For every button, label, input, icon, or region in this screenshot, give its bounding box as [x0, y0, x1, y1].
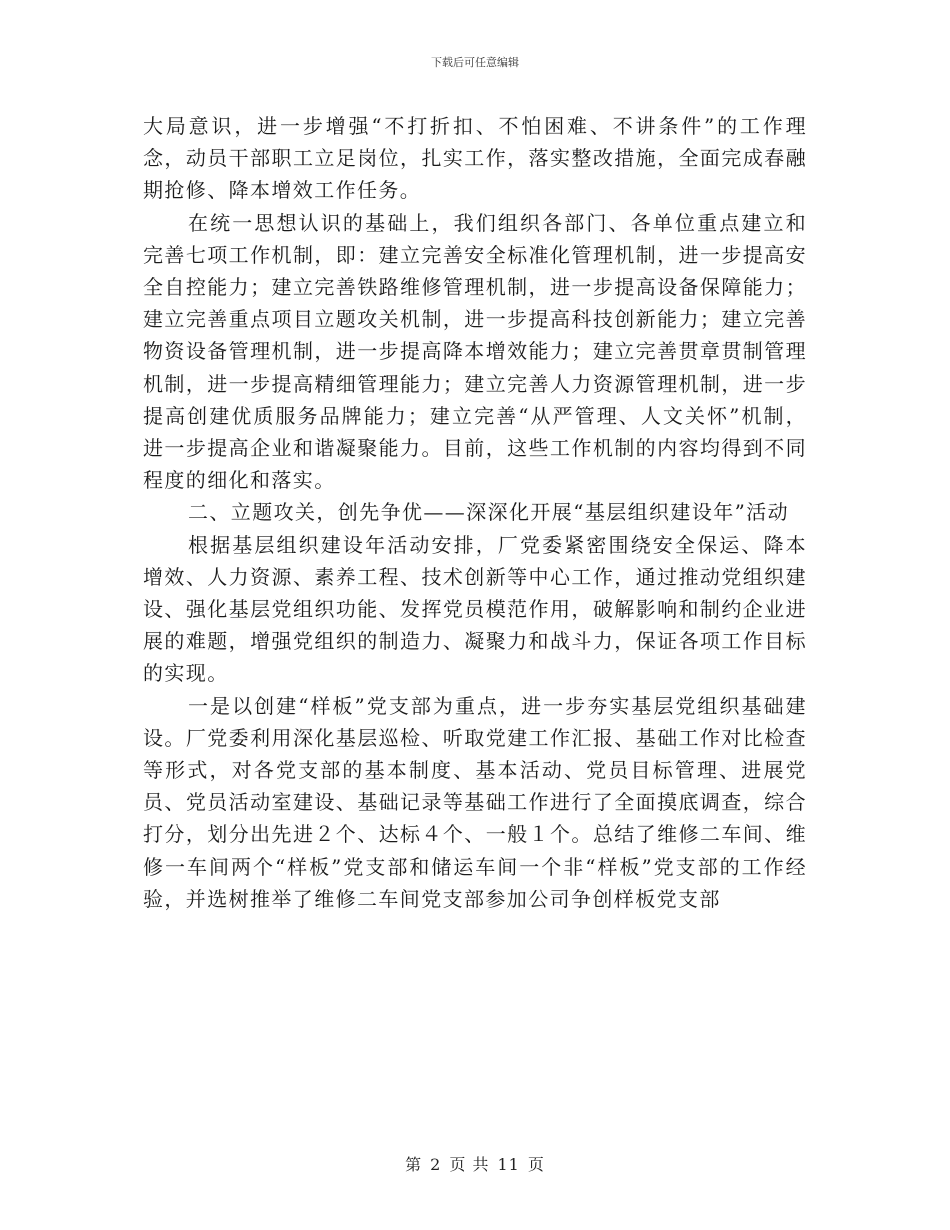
- page-middle: 页 共: [449, 1155, 490, 1174]
- paragraph-2: 在统一思想认识的基础上，我们组织各部门、各单位重点建立和完善七项工作机制，即：建立完善安全标准化管理机制，进一步提高安全自控能力；建立完善铁路维修管理机制，进一步提高设备保障能力；建立完善重点项目立题攻关机制，进一步提高科技创新能力；建立完善物资设备管理机制，进一步提高降本增效能力；建立完善贯章贯制管理机制，进一步提高精细管理能力；建立完善人力资源管理机制，进一步提高创建优质服务品牌能力；建立完善“从严管理、人文关怀”机制，进一步提高企业和谐凝聚能力。目前，这些工作机制的内容均得到不同程度的细化和落实。: [143, 210, 807, 493]
- page-suffix: 页: [527, 1155, 545, 1174]
- paragraph-3: 根据基层组织建设年活动安排，厂党委紧密围绕安全保运、降本增效、人力资源、素养工程、技术创新等中心工作，通过推动党组织建设、强化基层党组织功能、发挥党员模范作用，破解影响和制约企业进展的难题，增强党组织的制造力、凝聚力和战斗力，保证各项工作目标的实现。: [143, 532, 807, 686]
- page-prefix: 第: [405, 1155, 423, 1174]
- paragraph-1: 大局意识，进一步增强“不打折扣、不怕困难、不讲条件”的工作理念，动员干部职工立足岗位，扎实工作，落实整改措施，全面完成春融期抢修、降本增效工作任务。: [143, 114, 807, 203]
- section-heading: 二、立题攻关，创先争优——深深化开展“基层组织建设年”活动: [188, 500, 790, 525]
- document-body: [143, 110, 807, 915]
- paragraph-4: 一是以创建“样板”党支部为重点，进一步夯实基层党组织基础建设。厂党委利用深化基层巡检、听取党建工作汇报、基础工作对比检查等形式，对各党支部的基本制度、基本活动、党员目标管理、进展党员、党员活动室建设、基础记录等基础工作进行了全面摸底调查，综合打分，划分出先进２个、达标４个、一般１个。总结了维修二车间、维修一车间两个“样板”党支部和储运车间一个非“样板”党支部的工作经验，并选树推举了维修二车间党支部参加公司争创样板党支部: [143, 693, 807, 911]
- page-current: 2: [430, 1155, 442, 1174]
- page-number-footer: [0, 1155, 950, 1175]
- page-header-note: 下载后可任意编辑: [431, 56, 519, 69]
- page-total: 11: [497, 1155, 520, 1174]
